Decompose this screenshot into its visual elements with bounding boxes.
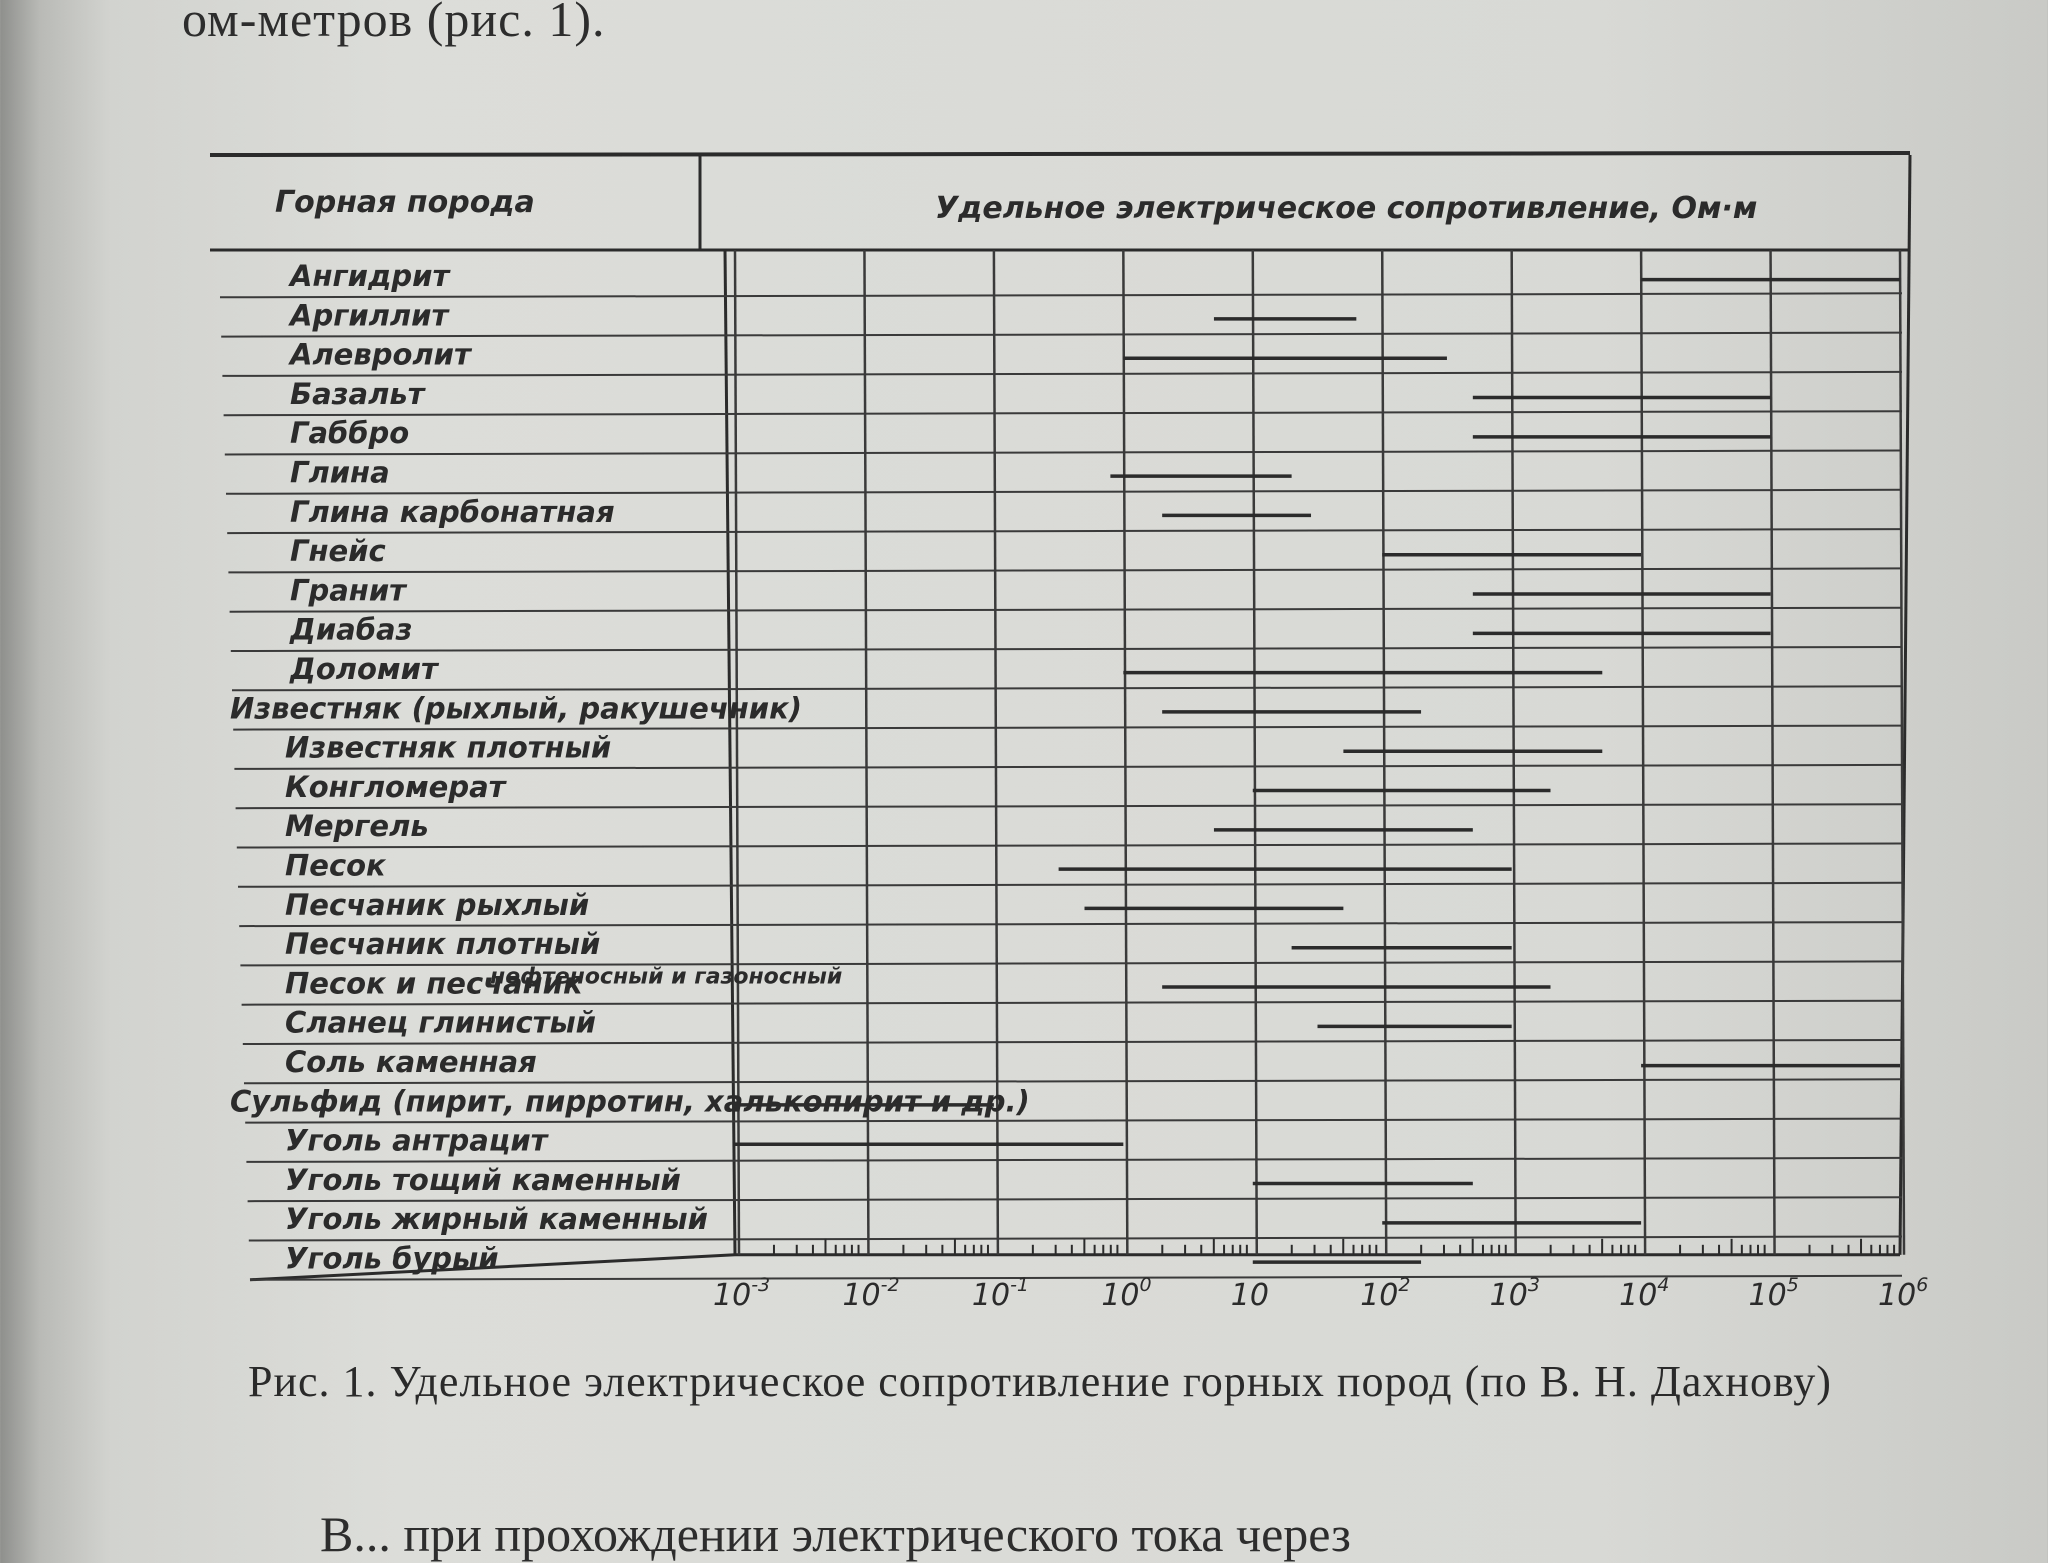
row-label: Гранит [290, 573, 406, 608]
row-separator [242, 1001, 1902, 1005]
row-label: Базальт [290, 376, 425, 411]
row-separator [236, 804, 1902, 808]
row-separator [232, 686, 1902, 690]
row-label: Песок и песчаник [285, 966, 583, 1001]
row-separator [243, 1040, 1902, 1044]
top-text: ом-метров (рис. 1). [182, 0, 606, 47]
row-label: Ангидрит [290, 259, 450, 293]
row-separator [225, 451, 1902, 455]
tick-base: 10 [842, 1277, 881, 1313]
figure-caption: Рис. 1. Удельное электрическое сопротивление горных пород (по В. Н. Дахнову) [248, 1357, 1832, 1406]
row-separator [237, 844, 1902, 848]
row-label: Известняк (рыхлый, ракушечник) [230, 691, 802, 726]
tick-exponent: 0 [1139, 1273, 1152, 1296]
x-tick-label [1878, 1274, 1928, 1313]
x-tick-label [1101, 1274, 1151, 1313]
row-separator [238, 883, 1902, 887]
row-separator [228, 568, 1902, 572]
row-separator [245, 1119, 1902, 1123]
decade-gridline [1123, 250, 1127, 1255]
row-label: Песчаник рыхлый [285, 887, 590, 922]
row-separator [244, 1079, 1902, 1083]
row-label: Сланец глинистый [285, 1005, 596, 1040]
tick-base: 10 [1101, 1277, 1140, 1313]
row-separator [249, 1237, 1902, 1241]
tick-exponent: -1 [1010, 1273, 1030, 1296]
x-tick-label [842, 1274, 899, 1313]
frame-top [210, 153, 1910, 155]
row-label: Соль каменная [285, 1045, 537, 1079]
row-label: Уголь жирный каменный [285, 1202, 708, 1237]
row-label: Глина [290, 455, 390, 490]
row-label: Аргиллит [290, 298, 449, 333]
row-label: Гнейс [290, 534, 386, 569]
row-note: нефтеносный и газоносный [490, 964, 843, 990]
row-separator [224, 411, 1902, 415]
tick-base: 10 [713, 1277, 752, 1313]
bottom-text: В... при прохождении электрического тока через [320, 1506, 1351, 1562]
tick-base: 10 [1878, 1277, 1917, 1313]
row-separator [239, 922, 1902, 926]
row-label: Глина карбонатная [290, 494, 615, 529]
tick-base: 10 [1360, 1277, 1399, 1313]
tick-exponent: 3 [1527, 1273, 1540, 1296]
row-label: Диабаз [290, 612, 413, 647]
row-label: Сульфид (пирит, пирротин, халькопирит и др.) [230, 1084, 1030, 1119]
x-tick-label [1360, 1274, 1410, 1313]
decade-gridline [1253, 250, 1257, 1255]
tick-exponent: 4 [1657, 1273, 1670, 1296]
header-rock: Горная порода [275, 185, 535, 220]
row-separator [220, 293, 1902, 297]
row-separator [246, 1158, 1902, 1162]
tick-base: 10 [971, 1277, 1011, 1313]
row-label: Уголь бурый [285, 1241, 499, 1276]
row-label: Доломит [290, 652, 438, 686]
row-separator [226, 490, 1902, 494]
row-separator [221, 333, 1902, 337]
decade-gridline [1641, 250, 1645, 1255]
row-label: Известняк плотный [285, 730, 612, 765]
x-tick-label [972, 1274, 1029, 1313]
tick-exponent: -3 [751, 1273, 771, 1296]
row-label: Габбро [290, 416, 410, 451]
row-label: Уголь тощий каменный [285, 1162, 681, 1197]
row-separator [227, 529, 1902, 533]
row-separator [222, 372, 1902, 376]
row-label: Конгломерат [285, 769, 506, 804]
tick-base: 10 [1230, 1277, 1269, 1313]
row-label: Алевролит [290, 337, 471, 372]
row-label: Уголь антрацит [285, 1123, 548, 1158]
x-tick-label [713, 1274, 770, 1313]
row-label: Песчаник плотный [285, 927, 601, 962]
row-label: Мергель [285, 809, 429, 844]
tick-base: 10 [1748, 1277, 1787, 1313]
tick-exponent: 6 [1916, 1273, 1929, 1296]
row-separator [231, 647, 1902, 651]
tick-exponent: -2 [880, 1273, 900, 1296]
row-separator [230, 608, 1902, 612]
tick-exponent: 5 [1786, 1273, 1799, 1296]
row-label: Песок [285, 848, 386, 883]
header-resistivity: Удельное электрическое сопротивление, Ом·м [935, 191, 1758, 226]
row-separator [234, 765, 1902, 769]
tick-base: 10 [1619, 1277, 1658, 1313]
tick-base: 10 [1489, 1277, 1528, 1313]
row-separator [233, 726, 1902, 730]
row-separator [248, 1197, 1902, 1201]
x-tick-label [1619, 1274, 1669, 1313]
x-tick-label [1749, 1274, 1799, 1313]
decade-gridline [1771, 250, 1775, 1255]
tick-exponent: 2 [1398, 1273, 1411, 1296]
x-tick-label [1231, 1278, 1269, 1313]
x-tick-label [1490, 1274, 1540, 1313]
